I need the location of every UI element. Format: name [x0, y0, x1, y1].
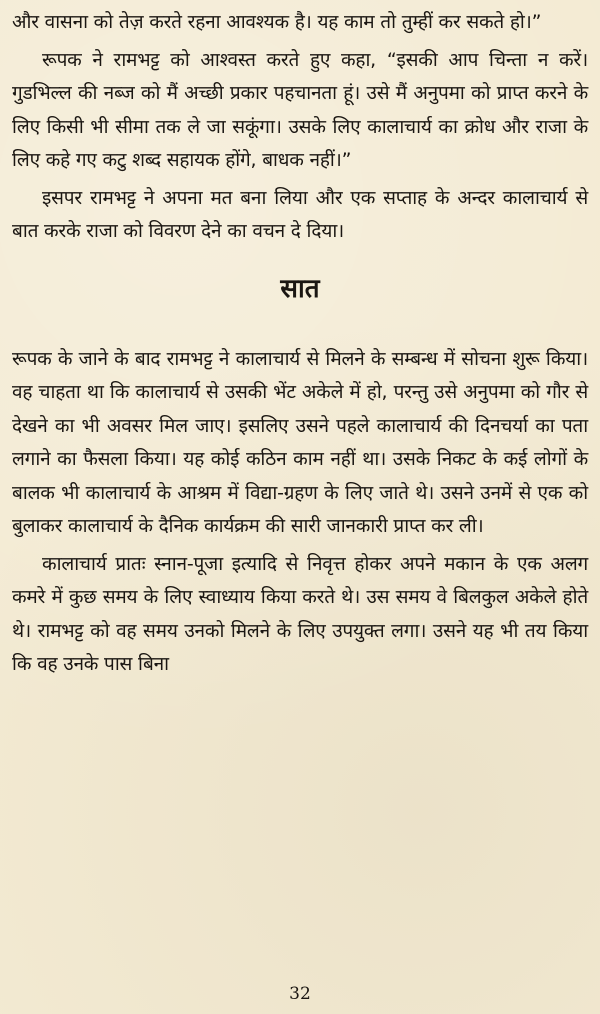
paragraph-chapter-start: रूपक के जाने के बाद रामभट्ट ने कालाचार्य से मिलने के सम्बन्ध में सोचना शुरू किया। वह चाहता था कि कालाचार्य से उसकी भेंट अकेले में हो, परन्तु उसे अनुपमा को गौर से देखने का भी अवसर मिल जाए। इसलिए उसने पहले कालाचार्य की दिनचर्या का पता लगाने का फैसला किया। यह कोई कठिन काम नहीं था। उसके निकट के कई लोगों के बालक भी कालाचार्य के आश्रम में विद्या-ग्रहण के लिए जाते थे। उसने उनमें से एक को बुलाकर कालाचार्य के दैनिक कार्यक्रम की सारी जानकारी प्राप्त कर ली। [12, 347, 588, 537]
paragraph-kalacharya-routine: कालाचार्य प्रातः स्नान-पूजा इत्यादि से निवृत्त होकर अपने मकान के एक अलग कमरे में कुछ समय के लिए स्वाध्याय किया करते थे। उस समय वे बिलकुल अकेले होते थे। रामभट्ट को वह समय उनको मिलने के लिए उपयुक्त लगा। उसने यह भी तय किया कि वह उनके पास बिना [12, 552, 588, 675]
chapter-heading: सात [280, 273, 320, 304]
paragraph-rambhatt-decision: इसपर रामभट्ट ने अपना मत बना लिया और एक सप्ताह के अन्दर कालाचार्य से बात करके राजा को विवरण देने का वचन दे दिया। [12, 186, 588, 242]
paragraph-rupak-reply: रूपक ने रामभट्ट को आश्वस्त करते हुए कहा, “इसकी आप चिन्ता न करें। गुडभिल्ल की नब्ज को मैं अच्छी प्रकार पहचानता हूं। उसे मैं अनुपमा को प्राप्त करने के लिए किसी भी सीमा तक ले जा सकूंगा। उसके लिए कालाचार्य का क्रोध और राजा के लिए कहे गए कटु शब्द सहायक होंगे, बाधक नहीं।” [12, 48, 588, 171]
page-number: 32 [289, 984, 311, 1004]
paragraph-continued: और वासना को तेज़ करते रहना आवश्यक है। यह काम तो तुम्हीं कर सकते हो।” [12, 11, 542, 33]
